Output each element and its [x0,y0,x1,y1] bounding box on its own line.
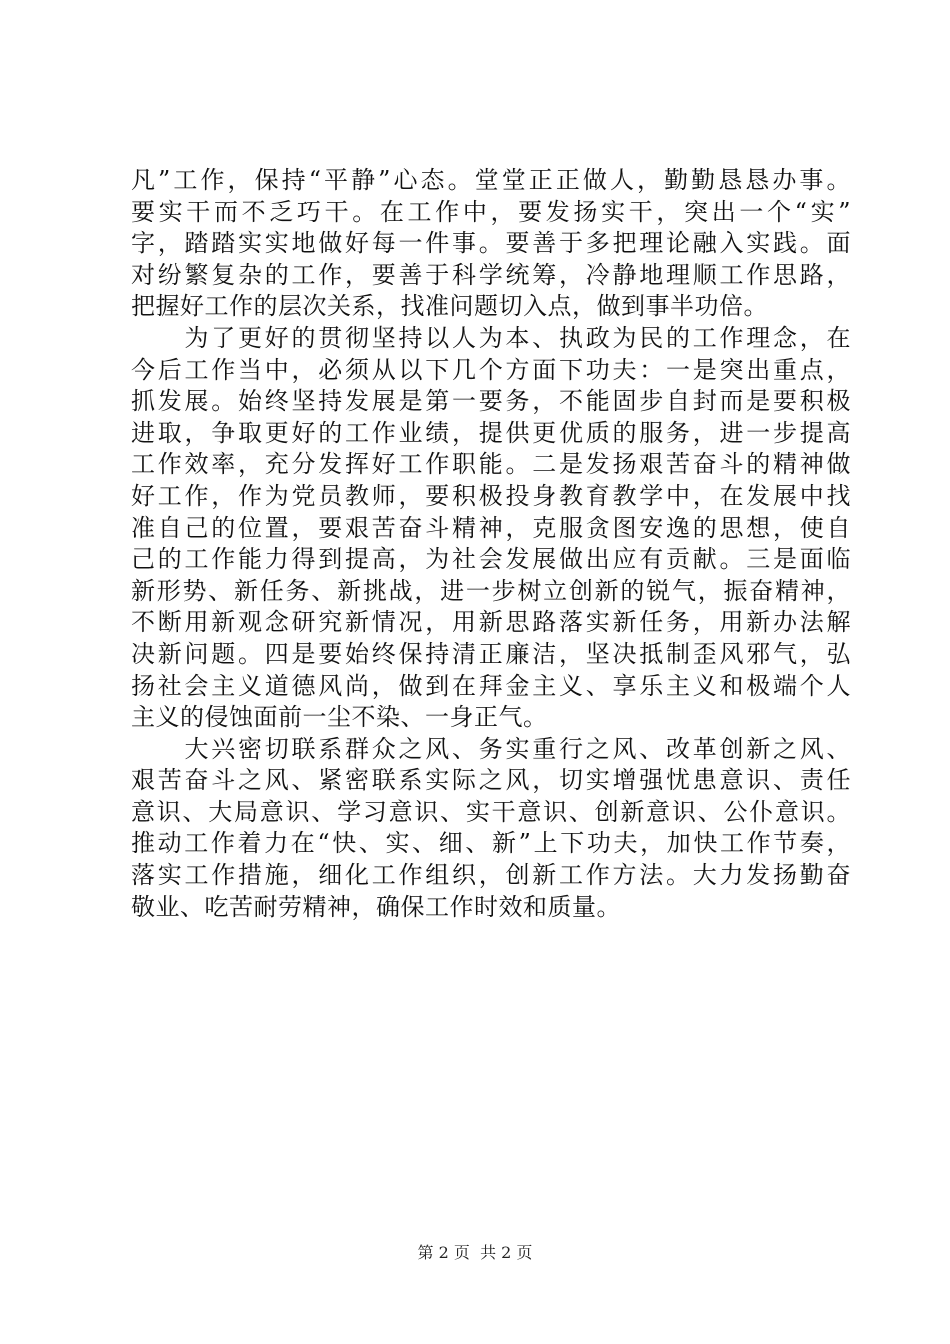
text-line: 凡”工作，保持“平静”心态。堂堂正正做人，勤勤恳恳办事。 [131,166,851,194]
text-line: 把握好工作的层次关系，找准问题切入点，做到事半功倍。 [131,292,768,321]
page-footer [0,1243,950,1263]
text-line: 今后工作当中，必须从以下几个方面下功夫：一是突出重点， [131,355,851,384]
text-line: 大兴密切联系群众之风、务实重行之风、改革创新之风、 [131,734,851,763]
body-text [131,165,851,923]
text-line: 落实工作措施，细化工作组织，创新工作方法。大力发扬勤奋 [131,861,851,890]
text-line: 工作效率，充分发挥好工作职能。二是发扬艰苦奋斗的精神做 [131,450,851,479]
page-number: 第 2 页 共 2 页 [417,1243,533,1262]
text-line: 抓发展。始终坚持发展是第一要务，不能固步自封而是要积极 [131,387,851,416]
text-line: 决新问题。四是要始终保持清正廉洁，坚决抵制歪风邪气，弘 [131,639,851,668]
text-line: 艰苦奋斗之风、紧密联系实际之风，切实增强忧患意识、责任 [131,766,851,795]
text-line: 意识、大局意识、学习意识、实干意识、创新意识、公仆意识。 [131,797,851,826]
text-line: 要实干而不乏巧干。在工作中，要发扬实干，突出一个“实” [131,197,851,226]
text-line: 推动工作着力在“快、实、细、新”上下功夫，加快工作节奏， [131,829,851,858]
text-line: 字，踏踏实实地做好每一件事。要善于多把理论融入实践。面 [131,229,851,258]
text-line: 扬社会主义道德风尚，做到在拜金主义、享乐主义和极端个人 [131,671,851,700]
text-line: 进取，争取更好的工作业绩，提供更优质的服务，进一步提高 [131,418,851,447]
text-line: 好工作，作为党员教师，要积极投身教育教学中，在发展中找 [131,481,851,510]
text-line: 为了更好的贯彻坚持以人为本、执政为民的工作理念，在 [131,323,851,352]
text-line: 主义的侵蚀面前一尘不染、一身正气。 [131,703,548,732]
text-line: 新形势、新任务、新挑战，进一步树立创新的锐气，振奋精神， [131,576,851,605]
text-line: 己的工作能力得到提高，为社会发展做出应有贡献。三是面临 [131,545,851,574]
text-line: 准自己的位置，要艰苦奋斗精神，克服贪图安逸的思想，使自 [131,513,851,542]
text-line: 敬业、吃苦耐劳精神，确保工作时效和质量。 [131,892,621,921]
text-line: 不断用新观念研究新情况，用新思路落实新任务，用新办法解 [131,608,851,637]
text-line: 对纷繁复杂的工作，要善于科学统筹，冷静地理顺工作思路， [131,260,851,289]
